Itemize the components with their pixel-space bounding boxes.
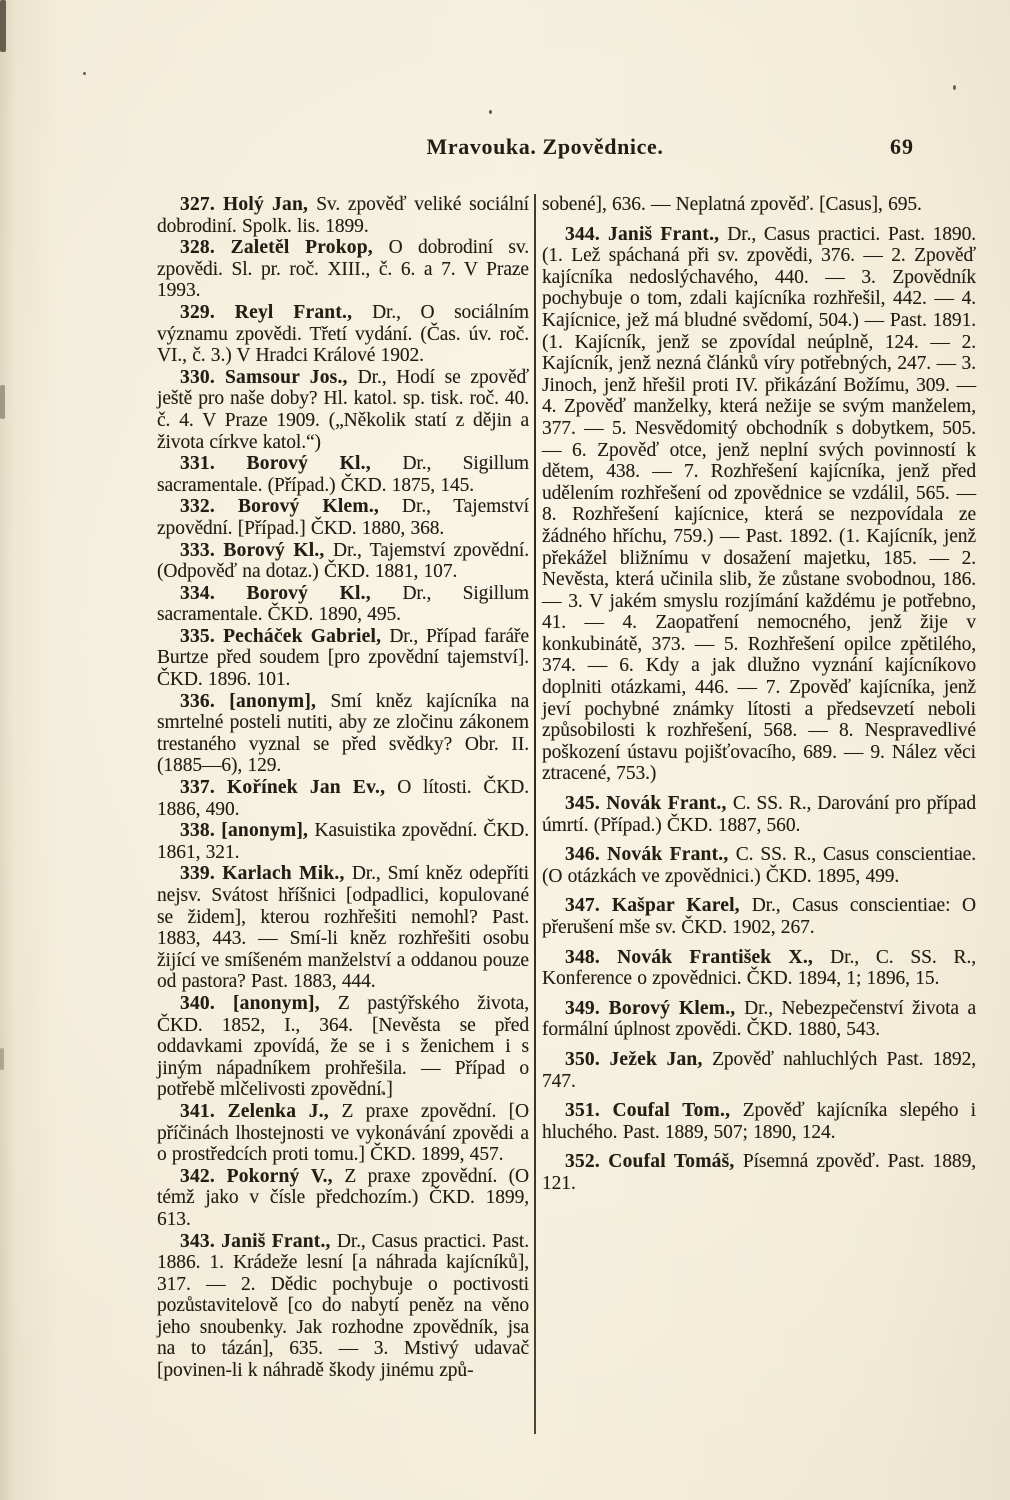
entry-author-lead: 341. Zelenka J., [180,1100,342,1122]
bib-entry [157,453,529,496]
entry-text: Z pastýřského života, ČKD. 1852, I., 364. [Nevěsta se před oddavkami zpovídá, že se i s ženichem i s jiným nápadníkem prohřešila. — Případ o potřebě mlčelivosti zpovědní.] [157,992,529,1101]
entry-text: Písemná zpověď. Past. 1889, 121. [542,1151,976,1194]
bib-entry [157,194,529,237]
page-edge-mark [0,1048,4,1070]
entry-author-lead: 327. Holý Jan, [180,194,317,215]
entry-author-lead: 336. [anonym], [180,690,331,712]
bib-entry [157,863,529,993]
entry-text: Dr., Hodí se zpověď ještě pro naše doby? Hl. katol. sp. tisk. roč. 40. č. 4. V Praze 1909. („Několik statí z dějin a života církve katol.“) [157,366,530,453]
entry-text: Dr., Sigillum sacramentale. (Případ.) ČKD. 1875, 145. [157,453,529,496]
entry-author-lead: 329. Reyl Frant., [180,301,373,323]
entry-text: Sv. zpověď veliké sociální dobrodiní. Spolk. lis. 1899. [157,194,529,237]
entry-author-lead: 330. Samsour Jos., [180,366,358,388]
entry-text: Dr., Casus conscientiae: O přerušení mše sv. ČKD. 1902, 267. [542,895,977,938]
bib-entry [157,691,529,777]
entry-text: Dr., Smí kněz odepříti nejsv. Svátost hříšnici [odpadlici, kopulované se židem], kterou rozhřešiti nemohl? Past. 1883, 443. — Smí-li kněz rozhřešiti osobu žijící ve smíšeném manželství a oddanou pouze od pastora? Past. 1883, 444. [157,863,529,993]
entry-text: Dr., C. SS. R., Konference o zpovědnici. ČKD. 1894, 1; 1896, 15. [542,946,977,990]
bib-entry [157,367,529,453]
left-column [157,194,529,1382]
bib-entry [157,626,529,691]
bib-entry [542,1049,976,1092]
entry-author-lead: 351. Coufal Tom., [565,1100,743,1122]
page-number: 69 [890,134,914,159]
entry-author-lead: 352. Coufal Tomáš, [565,1151,743,1173]
entry-author-lead: 349. Borový Klem., [565,997,745,1019]
entry-author-lead: 334. Borový Kl., [180,582,403,604]
bib-entry [542,844,976,887]
bib-entry [157,993,529,1101]
bib-entry [157,777,529,820]
right-column [542,194,976,1195]
entry-text: Z praxe zpovědní. (O témž jako v čísle předchozím.) ČKD. 1899, 613. [157,1165,529,1230]
entry-author-lead: 338. [anonym], [180,820,315,842]
entry-text: Dr., O sociálním významu zpovědi. Třetí vydání. (Čas. úv. roč. VI., č. 3.) V Hradci Králové 1902. [157,301,529,367]
entry-author-lead: 350. Ježek Jan, [565,1048,713,1070]
bib-entry [157,540,529,583]
entry-author-lead: 343. Janiš Frant., [180,1230,337,1252]
entry-text: sobené], 636. — Neplatná zpověď. [Casus], 695. [542,194,922,215]
entry-author-lead: 337. Kořínek Jan Ev., [180,777,398,799]
bib-entry [542,1100,976,1143]
entry-text: Smí kněz kajícníka na smrtelné posteli nutiti, aby ze zločinu zákonem trestaného vyznal se před svědky? Obr. II. (1885—6), 129. [157,690,530,777]
entry-author-lead: 340. [anonym], [180,992,338,1014]
entry-author-lead: 331. Borový Kl., [180,453,403,475]
bib-entry [157,237,529,302]
entry-author-lead: 345. Novák Frant., [565,793,733,815]
entry-author-lead: 328. Zaletěl Prokop, [180,237,389,259]
bib-entry [542,947,976,990]
bib-entry [542,895,976,938]
bib-entry [542,224,976,785]
entry-text: Kasuistika zpovědní. ČKD. 1861, 321. [157,820,529,863]
page-edge-mark [0,385,5,419]
entry-text: Zpověď nahluchlých Past. 1892, 747. [542,1048,976,1092]
bib-entry [157,1101,529,1166]
running-header-title: Mravouka. Zpovědnice. [426,134,664,159]
entry-author-lead: 344. Janiš Frant., [565,223,728,245]
entry-text: Z praxe zpovědní. [O příčinách lhostejnosti ve vykonávání zpovědi a o prostředcích proti tomu.] ČKD. 1899, 457. [157,1100,529,1166]
entry-text: Dr., Případ faráře Burtze před soudem [pro zpovědní tajemství]. ČKD. 1896. 101. [157,625,530,691]
bib-entry [157,1231,529,1382]
entry-text: C. SS. R., Casus conscientiae. (O otázkách ve zpovědnici.) ČKD. 1895, 499. [542,844,976,887]
paper-speck [83,72,86,75]
entry-text: Dr., Tajemství zpovědní. [Případ.] ČKD. 1880, 368. [157,496,530,539]
bib-entry [542,194,976,216]
entry-author-lead: 342. Pokorný V., [180,1165,345,1187]
bib-entry [542,1151,976,1194]
entry-author-lead: 333. Borový Kl., [180,539,333,561]
entry-text: Dr., Tajemství zpovědní. (Odpověď na dotaz.) ČKD. 1881, 107. [157,539,529,583]
entry-author-lead: 339. Karlach Mik., [180,863,352,885]
bib-entry [157,583,529,626]
bib-entry [542,998,976,1041]
bib-entry [542,793,976,836]
bib-entry [157,302,529,367]
entry-text: C. SS. R., Darování pro případ úmrtí. (Případ.) ČKD. 1887, 560. [542,793,976,836]
entry-text: Dr., Casus practici. Past. 1890. (1. Lež spáchaná při sv. zpovědi, 376. — 2. Zpověď kajícníka nedoslýchavého, 440. — 3. Zpovědník pochybuje o tom, zdali kajícníka rozhřešil, 442. — 4. Kajícnice, jež má bludné svědomí, 504.) — Past. 1891. (1. Kajícník, jenž se zpovídal neúplně, 124. — 2. Kajícník, jenž nezná článků víry potřebných, 247. — 3. Jinoch, jenž hřešil proti IV. přikázání Božímu, 309. — 4. Zpověď manželky, která nežije se svým manželem, 377. — 5. Nesvědomitý obchodník s dobytkem, 505. — 6. Zpověď otce, jenž neplní svých povinností k dětem, 438. — 7. Rozhřešení kajícníka, jenž před udělením rozhřešení od zpovědnice se vzdálil, 565. — 8. Rozhřešení kajícnice, která se nezpovídala ze žádného hříchu, 759.) — Past. 1892. (1. Kajícník, jenž překážel bližnímu v dosažení majetku, 185. — 2. Nevěsta, která učinila slib, že zůstane svobodnou, 186. — 3. V jakém smyslu rozjímání každému je potřebno, 41. — 4. Zaopatření nemocného, jenž žije v konkubinátě, 373. — 5. Rozhřešení opilce zpětilého, 374. — 6. Kdy a jak dlužno vyznání kajícníkovo doplniti otázkami, 446. — 7. Zpověď kajícníka, jenž jeví pochybné známky lítosti a předsevzetí neboli způsobilosti k rozhřešení, 568. — 8. Nespravedlivé poškození ústavu pojišťovacího, 689. — 9. Nález věci ztracené, 753.) [542,223,977,785]
entry-author-lead: 332. Borový Klem., [180,496,403,518]
paper-speck [953,85,956,90]
entry-text: O lítosti. ČKD. 1886, 490. [157,777,530,820]
entry-text: O dobrodiní sv. zpovědi. Sl. pr. roč. XIII., č. 6. a 7. V Praze 1993. [157,237,530,302]
entry-text: Dr., Nebezpečenství života a formální úplnost zpovědi. ČKD. 1880, 543. [542,997,976,1041]
entry-text: Dr., Sigillum sacramentale. ČKD. 1890, 495. [157,582,529,626]
bib-entry [157,496,529,539]
page-edge-mark [0,0,6,52]
entry-text: Zpověď kajícníka slepého i hluchého. Past. 1889, 507; 1890, 124. [542,1100,977,1143]
column-divider-rule [534,194,536,1434]
bib-entry [157,1166,529,1231]
entry-author-lead: 335. Pecháček Gabriel, [180,625,390,647]
paper-speck [489,110,492,114]
entry-author-lead: 347. Kašpar Karel, [565,895,752,917]
entry-author-lead: 348. Novák František X., [565,946,831,968]
entry-text: Dr., Casus practici. Past. 1886. 1. Krádeže lesní [a náhrada kajícníků], 317. — 2. Dědic pochybuje o poctivosti pozůstavitelově [co do nabytí peněz na věno jeho snoubenky. Jak rozhodne zpovědník, jsa na to tázán], 635. — 3. Mstivý udavač [povinen-li k náhradě škody jinému způ- [157,1230,529,1382]
entry-author-lead: 346. Novák Frant., [565,844,736,866]
bib-entry [157,820,529,863]
